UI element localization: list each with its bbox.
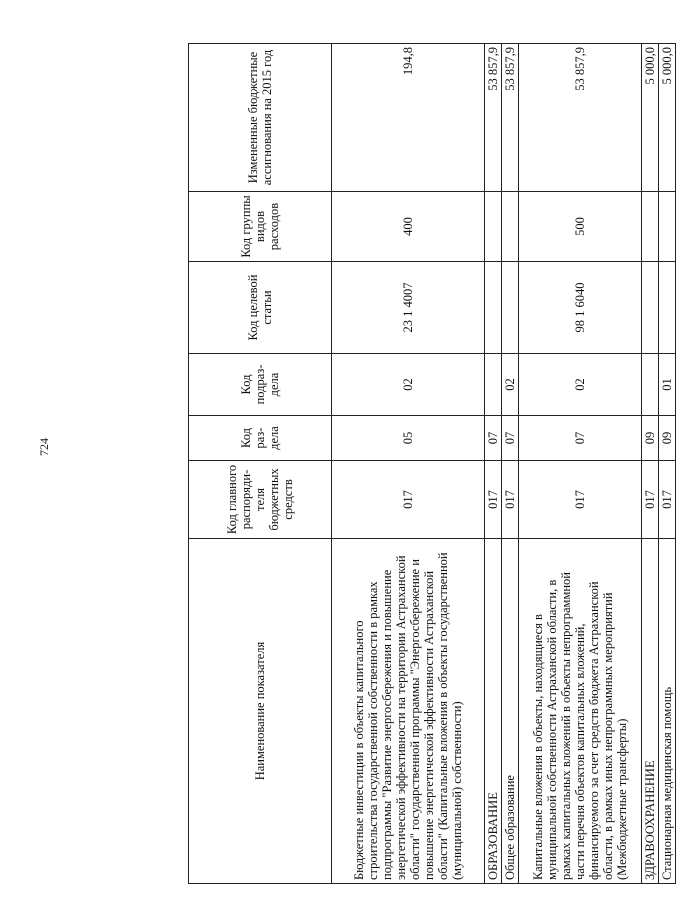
page-number: 724	[37, 438, 51, 456]
row-expense-type	[485, 192, 502, 262]
row-target-article: 23 1 4007	[332, 262, 485, 354]
row-expense-type	[659, 192, 676, 262]
row-grbs: 017	[502, 461, 519, 539]
table-row	[485, 44, 502, 884]
row-grbs: 017	[485, 461, 502, 539]
row-name: Капитальные вложения в объекты, находящиеся в муниципальной собственности Астраханской области, в рамках капитальных вложений в объекты непрограммной части перечня объектов капитальных вложений, финансируемого за счет средств бюджета Астраханской области, в рамках иных непрограммных мероприятий (Межбюджетные трансферты)	[519, 539, 642, 884]
row-subsection: 02	[332, 354, 485, 416]
table-row	[519, 44, 642, 884]
budget-allocations-table	[188, 43, 676, 884]
row-grbs: 017	[519, 461, 642, 539]
row-section: 07	[519, 416, 642, 461]
row-section: 07	[502, 416, 519, 461]
row-amount: 53 857,9	[519, 44, 642, 192]
table-row	[659, 44, 676, 884]
row-grbs: 017	[332, 461, 485, 539]
row-expense-type	[642, 192, 659, 262]
header-indicator-name: Наименование показателя	[189, 539, 332, 884]
row-expense-type: 400	[332, 192, 485, 262]
row-amount: 53 857,9	[502, 44, 519, 192]
row-expense-type	[502, 192, 519, 262]
row-section: 09	[642, 416, 659, 461]
row-name: Стационарная медицинская помощь	[659, 539, 676, 884]
table-row	[502, 44, 519, 884]
row-name: ЗДРАВООХРАНЕНИЕ	[642, 539, 659, 884]
row-grbs: 017	[659, 461, 676, 539]
row-name: Бюджетные инвестиции в объекты капитального строительства государственной собственности в рамках подпрограммы "Развитие энергосбережения и повышение энергетической эффективности на территории Астраханской области" государственной программы "Энергосбережение и повышение энергетической эффективности Астраханской области" (Капитальные вложения в объекты государственной (муниципальной) собственности)	[332, 539, 485, 884]
table-header-row	[189, 44, 332, 884]
row-name: ОБРАЗОВАНИЕ	[485, 539, 502, 884]
row-target-article: 98 1 6040	[519, 262, 642, 354]
row-name: Общее образование	[502, 539, 519, 884]
row-subsection	[642, 354, 659, 416]
header-subsection-code: Код подраз-дела	[189, 354, 332, 416]
header-main-manager-code: Код главного распоряди-теля бюджетных средств	[189, 461, 332, 539]
row-amount: 5 000,0	[642, 44, 659, 192]
row-section: 09	[659, 416, 676, 461]
row-section: 07	[485, 416, 502, 461]
row-amount: 5 000,0	[659, 44, 676, 192]
row-subsection	[485, 354, 502, 416]
header-section-code: Код раз-дела	[189, 416, 332, 461]
header-expense-type-code: Код группы видов расходов	[189, 192, 332, 262]
row-subsection: 01	[659, 354, 676, 416]
table-row	[332, 44, 485, 884]
row-target-article	[642, 262, 659, 354]
table-row	[642, 44, 659, 884]
row-target-article	[502, 262, 519, 354]
row-subsection: 02	[519, 354, 642, 416]
row-target-article	[485, 262, 502, 354]
row-grbs: 017	[642, 461, 659, 539]
row-amount: 194,8	[332, 44, 485, 192]
budget-table-container	[188, 44, 674, 884]
row-expense-type: 500	[519, 192, 642, 262]
header-target-article-code: Код целевой статьи	[189, 262, 332, 354]
header-amount-2015: Измененные бюджетные ассигнования на 2015 год	[189, 44, 332, 192]
row-amount: 53 857,9	[485, 44, 502, 192]
row-section: 05	[332, 416, 485, 461]
row-target-article	[659, 262, 676, 354]
row-subsection: 02	[502, 354, 519, 416]
